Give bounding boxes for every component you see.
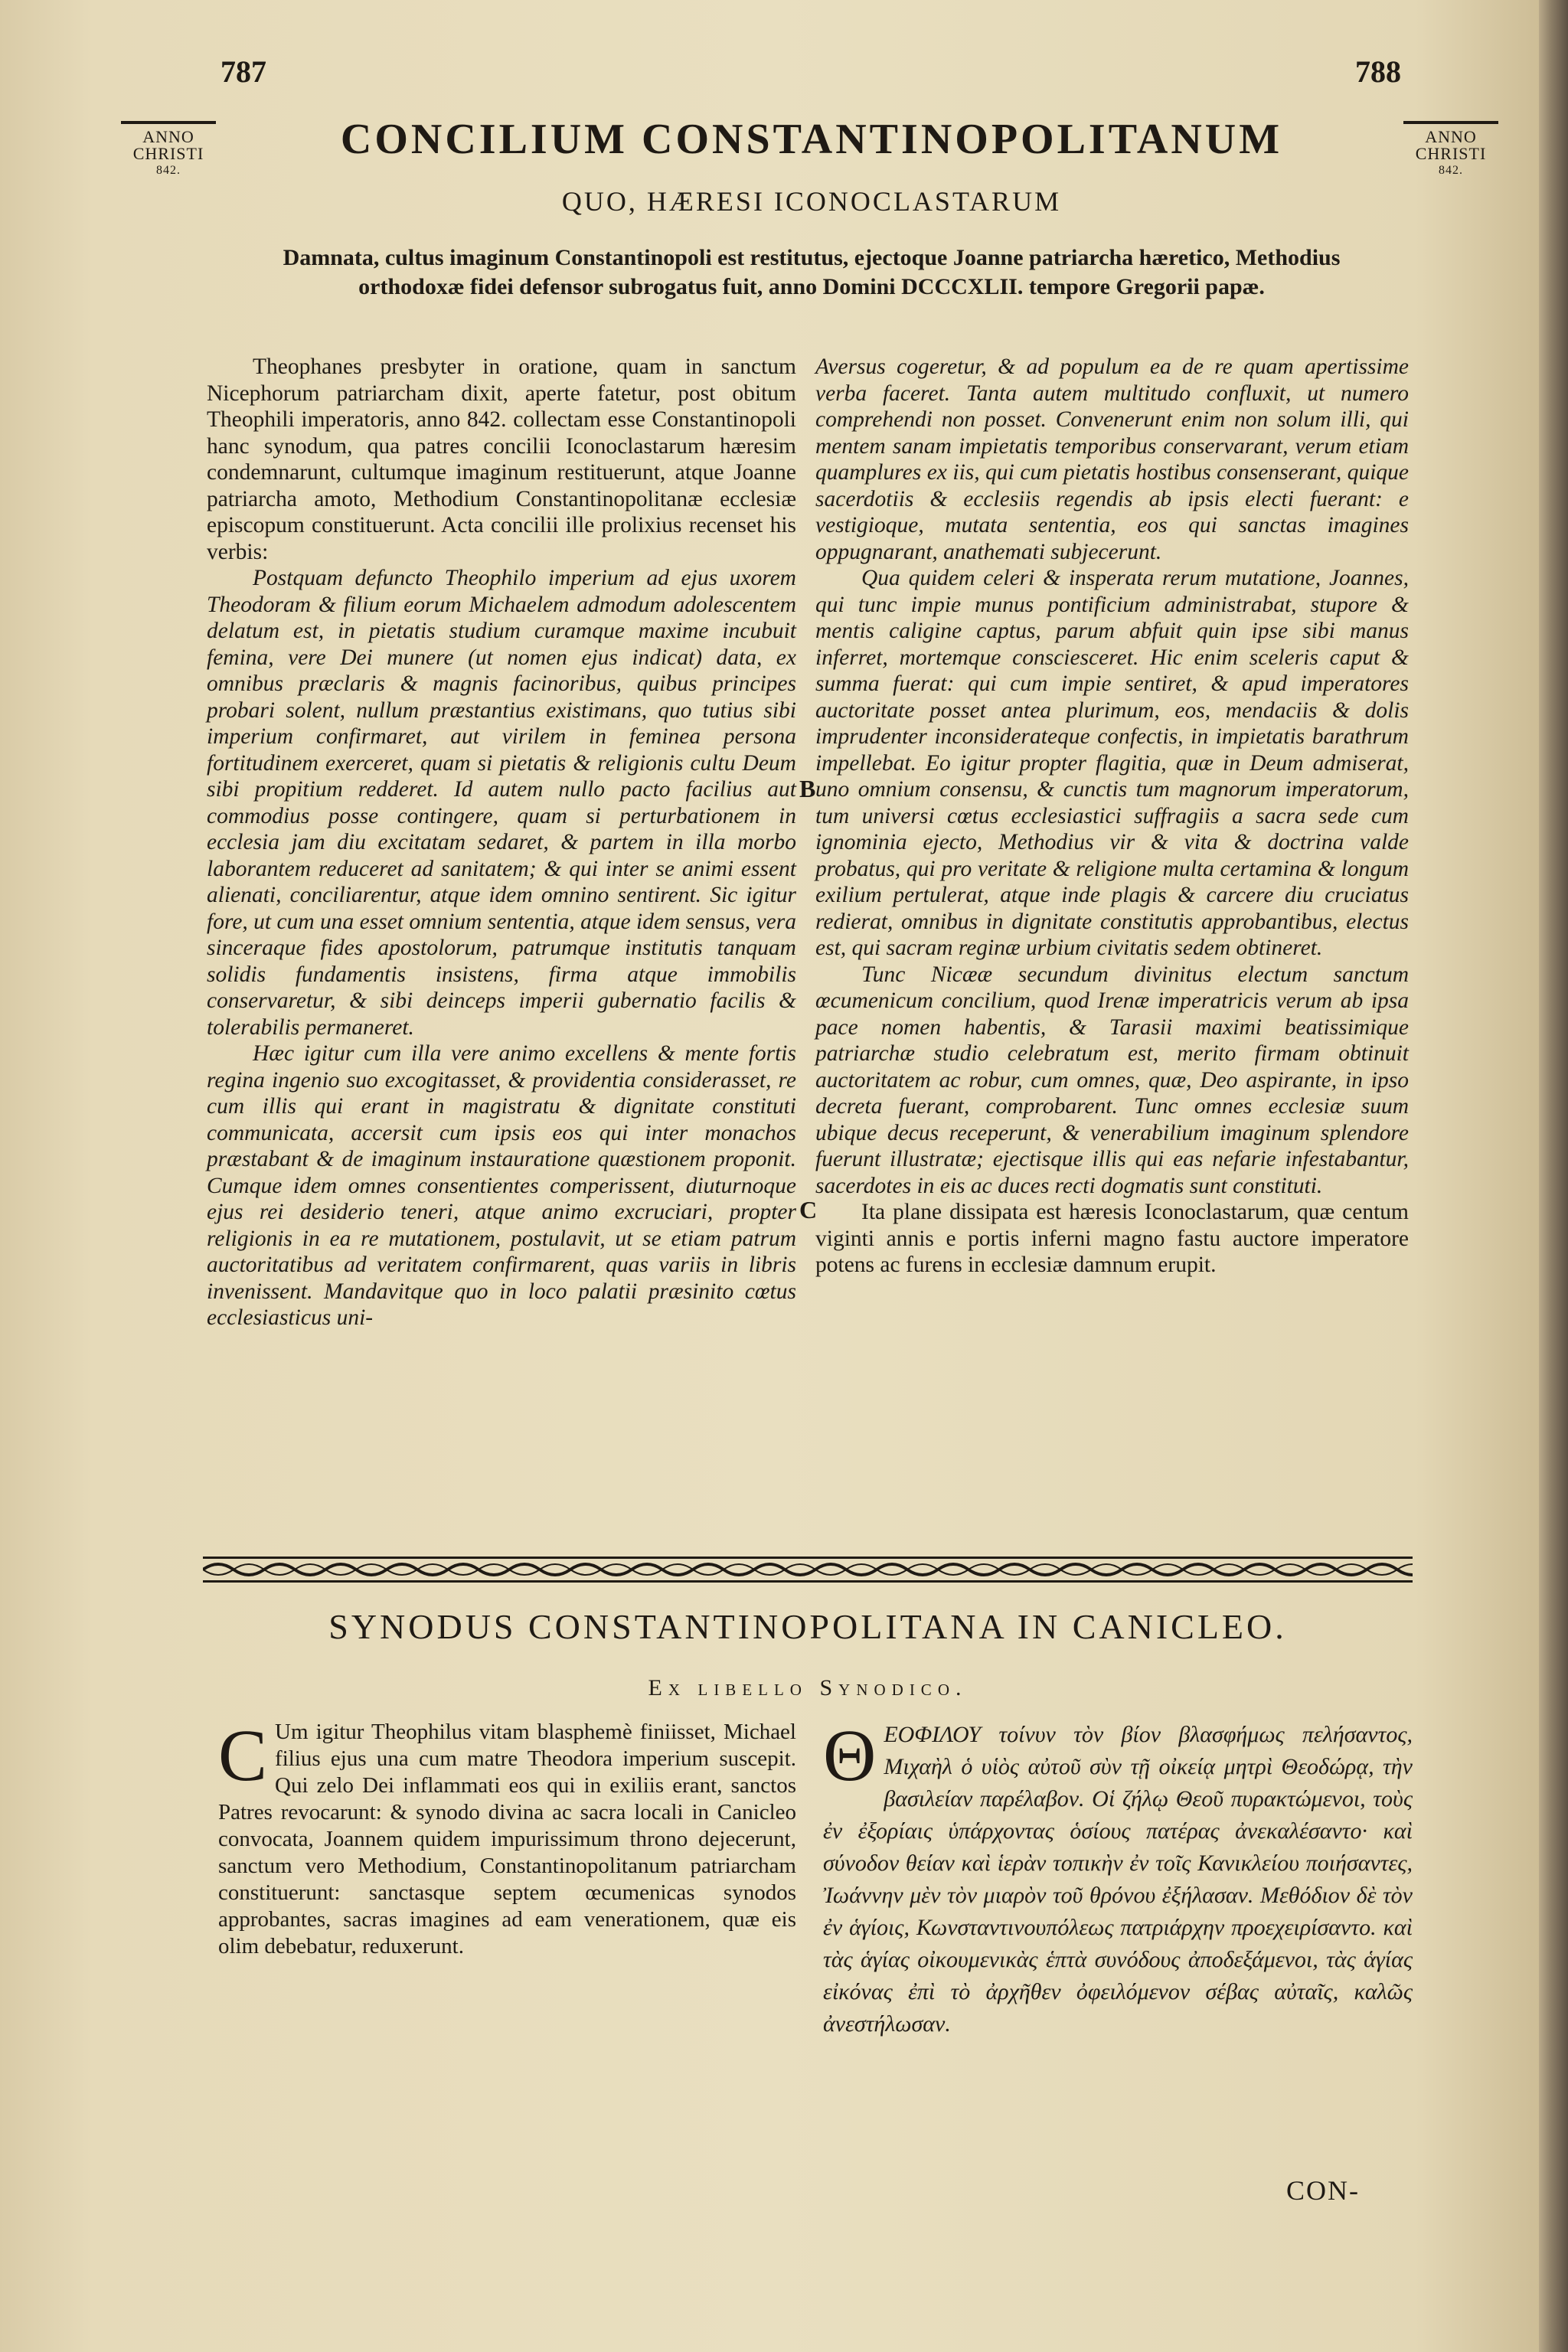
drop-cap-latin: C [218,1714,268,1796]
drop-cap-greek: Θ [823,1714,877,1796]
greek-paragraph [823,1714,1413,2040]
greek-column [823,1714,1413,2040]
paragraph: Hæc igitur cum illa vere animo excellens & mente fortis regina ingenio suo excogitasset, & providentia considerasset, re cum illis qui erant in magistratu & dignitate constituti communicata, accersit cum ipsis eos qui inter monachos præstabant & de imaginum instauratione quæstionem proponit. Cumque idem omnes consentientes comperissent, diuturnoque ejus rei desiderio teneri, atque animo excruciari, propter religionis in ea re mutationem, postulavit, ut se etiam patrum auctoritatibus ad veritatem confirmarent, quas variis in libris invenissent. Mandavitque quo in loco palatii præsinito cœtus ecclesiasticus uni- [207,1041,796,1330]
anno-year: 842. [1439,164,1463,177]
paragraph: Tunc Nicææ secundum divinitus electum sanctum œcumenicum concilium, quod Irenæ imperatricis verum ab ipsa pace nomen habentis, & Tarasii maximi beatissimique patriarchæ studio celebratum est, merito firmam obtinuit auctoritatem ac robur, cum omnes, quæ, Deo aspirante, in ipso decreta fuerant, comprobarent. Tunc omnes ecclesiæ suum ubique decus receperunt, & venerabilium imaginum splendore fuerunt illustratæ; ejectisque illis qui eas nefarie infestabantur, sacerdotes in eis ac duces recti dogmatis sunt constituti. [815,962,1409,1198]
greek-text: ΕΟΦΙΛΟΥ τοίνυν τὸν βίον βλασφήμως πελήσαντος, Μιχαὴλ ὁ υἱὸς αὐτοῦ σὺν τῇ οἰκείᾳ μητρὶ Θεοδώρᾳ, τὴν βασιλείαν παρέλαβον. Οἱ ζήλῳ Θεοῦ πυρακτώμενοι, τοὺς ἐν ἐξορίαις ὑπάρχοντας ὁσίους πατέρας ἀνεκαλέσαντο· καὶ σύνοδον θείαν καὶ ἱερὰν τοπικὴν ἐν τοῖς Κανικλείου ποιήσαντες, Ἰωάννην μὲν τὸν μιαρὸν τοῦ θρόνου ἐξήλασαν. Μεθόδιον δὲ τὸν ἐν ἁγίοις, Κωνσταντινουπόλεως πατριάρχην προεχειρίσαντο. καὶ τὰς ἁγίας οἰκουμενικὰς ἑπτὰ συνόδους ἀποδεξάμενοι, τὰς ἁγίας εἰκόνας ἐπὶ τὸ ἀρχῆθεν ὀφειλόμενον σέβας αὐταῖς, καλῶς ἀνεστήλωσαν. [823,1722,1413,2037]
page-edge [1539,0,1568,2352]
latin-column [218,1714,796,1960]
page-subtitle: QUO, HÆRESI ICONOCLASTARUM [561,186,1062,217]
latin-paragraph [218,1714,796,1960]
section-title: SYNODUS CONSTANTINOPOLITANA IN CANICLEO. [328,1607,1287,1646]
anno-rule [1403,121,1498,124]
anno-rule [121,121,216,124]
summary-paragraph: Damnata, cultus imaginum Constantinopoli est restitutus, ejectoque Joanne patriarcha hæretico, Methodius orthodoxæ fidei defensor subrogatus fuit, anno Domini DCCCXLII. tempore Gregorii papæ. [283,245,1341,299]
page-number-left: 787 [220,54,266,89]
page-number-right: 788 [1355,54,1401,89]
catchword: CON- [1286,2175,1360,2206]
anno-label: ANNO [142,127,194,146]
text-column-right [815,354,1409,1279]
margin-letter-c: C [799,1196,818,1223]
anno-year: 842. [156,164,181,177]
text-column-left [207,354,796,1331]
page-title: CONCILIUM CONSTANTINOPOLITANUM [340,116,1283,163]
margin-letter-b: B [799,775,816,802]
paragraph: Aversus cogeretur, & ad populum ea de re quam apertissime verba faceret. Tanta autem multitudo confluxit, ut numero comprehendi non posset. Convenerunt enim non solum illi, qui mentem sanam impietatis temporibus conservarant, verum etiam quamplures ex iis, qui cum pietatis hostibus consenserant, quique sacerdotiis & ecclesiis regendis ab ipsis electi fuerant: e vestigioque, mutata sententia, eos qui sanctas imagines oppugnarant, anathemati subjecerunt. [815,354,1409,564]
latin-text: Um igitur Theophilus vitam blasphemè finiisset, Michael filius ejus una cum matre Theodora imperium suscepit. Qui zelo Dei inflammati eos qui in exiliis erant, sanctos Patres revocarunt: & synodo divina ac sacra locali in Canicleo convocata, Joannem quidem impurissimum throno dejecerunt, sanctum vero Methodium, Constantinopolitanum patriarcham constituerunt: sanctasque septem œcumenicas synodos approbantes, sacras imagines ad eam venerationem, quæ eis olim debebatur, reduxerunt. [218,1720,796,1958]
christi-label: CHRISTI [132,144,204,163]
christi-label: CHRISTI [1415,144,1487,163]
anno-label: ANNO [1425,127,1477,146]
ornament-divider [203,1554,1413,1585]
paragraph: Theophanes presbyter in oratione, quam in sanctum Nicephorum patriarcham dixit, aperte fatetur, post obitum Theophili imperatoris, anno 842. collectam esse Constantinopoli hanc synodum, qua patres concilii Iconoclastarum hæresim condemnarunt, cultumque imaginum restituerunt, atque Joanne patriarcha amoto, Methodium Constantinopolitanæ ecclesiæ episcopum constituerunt. Acta concilii ille prolixius recenset his verbis: [207,354,796,564]
anno-christi-right [1397,121,1504,179]
paragraph: Qua quidem celeri & insperata rerum mutatione, Joannes, qui tunc impie munus pontificium administrabat, stupore & mentis caligine captus, parum abfuit quin ipse sibi manus inferret, mortemque consciesceret. Hic enim sceleris caput & summa fuerat: qui cum impie sentiret, & apud imperatores auctoritate posset antea plurimum, eos, mendaciis & dolis imprudenter inconsiderateque confectis, in impietatis barathrum impellebat. Eo igitur propter flagitia, quæ in Deum admiserat, uno omnium consensu, & cunctis tum magnorum imperatorum, tum universi cœtus ecclesiastici suffragiis a sacra sede cum ignominia ejecto, Methodius vir & vita & doctrina valde probatus, qui pro veritate & religione multa certamina & longum exilium pertulerat, atque inde plagis & carcere diu cruciatus redierat, omnibus in dignitate constitutis approbantibus, electus est, qui sacram reginæ urbium civitatis sedem obtineret. [815,566,1409,960]
paragraph: Ita plane dissipata est hæresis Iconoclastarum, quæ centum viginti annis e portis inferni magno fastu auctore imperatore potens ac furens in ecclesiæ damnum erupit. [815,1200,1409,1277]
anno-christi-left [115,121,222,179]
section-subtitle: Ex libello Synodico. [648,1675,968,1700]
paragraph: Postquam defuncto Theophilo imperium ad ejus uxorem Theodoram & filium eorum Michaelem admodum adolescentem delatum est, in pietatis studium curamque maxime incubuit femina, vere Dei munere (ut nomen ejus indicat) data, ex omnibus præclaris & magnis facinoribus, quibus principes probari solent, nullum præstantius existimans, quo tutius sibi imperium confirmaret, aut virilem in feminea persona fortitudinem exerceret, quam si pietatis & religionis cultu Deum sibi propitium redderet. Id autem nullo pacto facilius aut commodius posse contingere, quam si perturbationem in ecclesia jam diu excitatam sedaret, & partem in illa morbo laborantem reduceret ad sanitatem; & qui inter se animi essent alienati, conciliarentur, atque idem omnino sentirent. Sic igitur fore, ut cum una esset omnium sententia, atque idem sensus, vera sinceraque fides apostolorum, patrumque institutis tanquam solidis fundamentis insistens, firma atque immobilis conservaretur, & sibi deinceps imperii gubernatio facilis & tolerabilis permaneret. [207,566,796,1040]
